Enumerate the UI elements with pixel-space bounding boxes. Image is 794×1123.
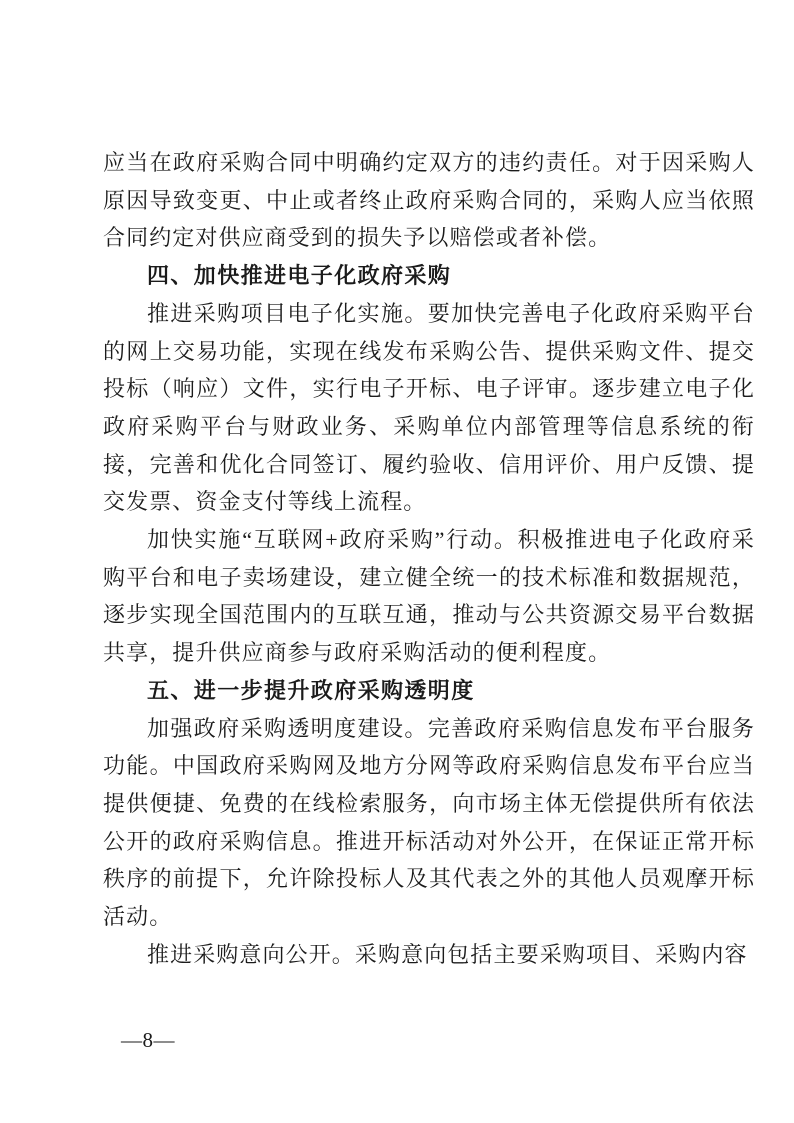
section-heading-4-electronic-procurement: 四、加快推进电子化政府采购 — [147, 263, 452, 289]
body-paragraph-electronic-implementation: 推进采购项目电子化实施。要加快完善电子化政府采购平台的网上交易功能，实现在线发布采购公告、提供采购文件、提交投标（响应）文件，实行电子开标、电子评审。逐步建立电子化政府采购平台与财政业务、采购单位内部管理等信息系统的衔接，完善和优化合同签订、履约验收、信用评价、用户反馈、提交发票、资金支付等线上流程。 — [103, 300, 755, 515]
page-number: —8— — [121, 1028, 175, 1052]
document-body — [103, 144, 755, 973]
body-paragraph-transparency-building: 加强政府采购透明度建设。完善政府采购信息发布平台服务功能。中国政府采购网及地方分网等政府采购信息发布平台应当提供便捷、免费的在线检索服务，向市场主体无偿提供所有依法公开的政府采购信息。推进开标活动对外公开，在保证正常开标秩序的前提下，允许除投标人及其代表之外的其他人员观摩开标活动。 — [103, 715, 755, 930]
section-heading-5-transparency: 五、进一步提升政府采购透明度 — [147, 677, 475, 703]
body-paragraph-internet-plus-procurement: 加快实施“互联网+政府采购”行动。积极推进电子化政府采购平台和电子卖场建设，建立健全统一的技术标准和数据规范，逐步实现全国范围内的互联互通，推动与公共资源交易平台数据共享，提升供应商参与政府采购活动的便利程度。 — [103, 527, 755, 666]
body-paragraph-contract-liability: 应当在政府采购合同中明确约定双方的违约责任。对于因采购人原因导致变更、中止或者终止政府采购合同的，采购人应当依照合同约定对供应商受到的损失予以赔偿或者补偿。 — [103, 150, 755, 251]
body-paragraph-procurement-intent-disclosure: 推进采购意向公开。采购意向包括主要采购项目、采购内容 — [147, 941, 748, 967]
